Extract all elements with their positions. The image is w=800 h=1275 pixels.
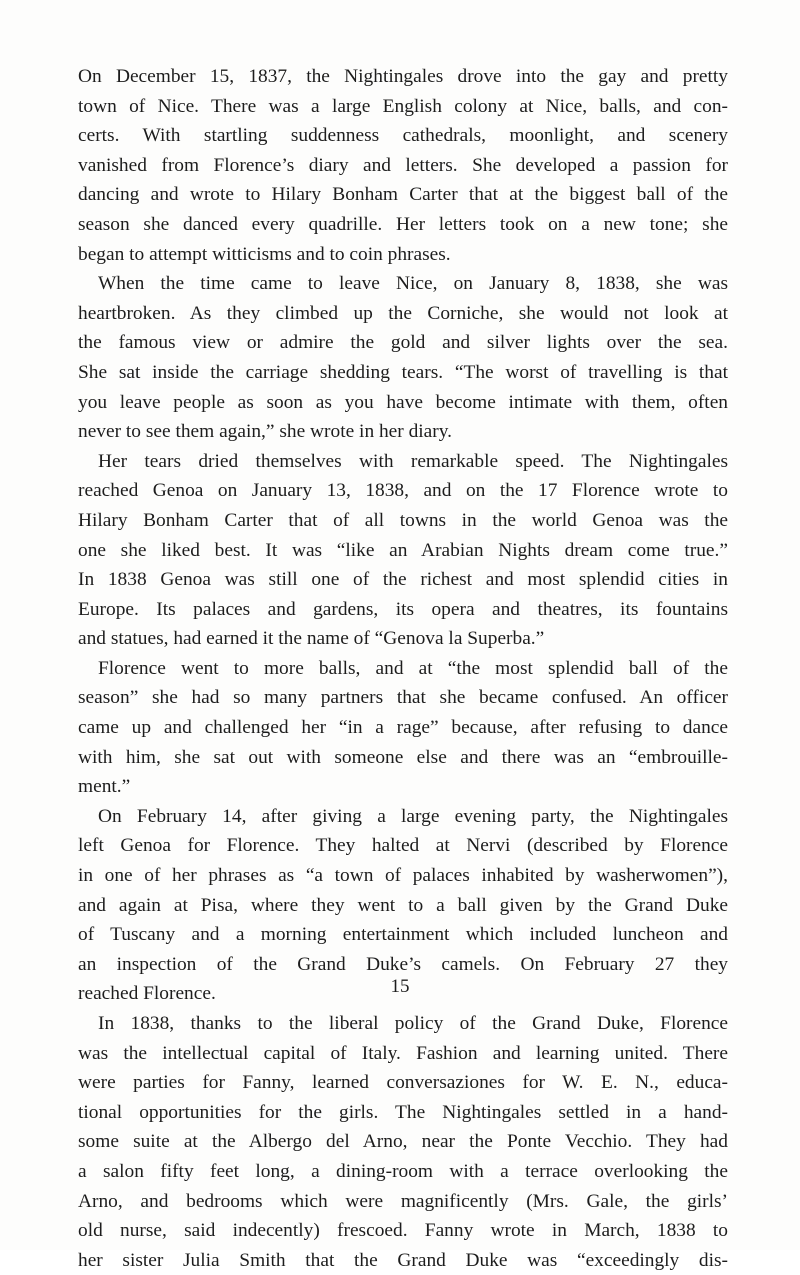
text-line: an inspection of the Grand Duke’s camels. On February 27 they — [78, 953, 728, 975]
text-line: began to attempt witticisms and to coin phrases. — [78, 243, 451, 265]
text-line: When the time came to leave Nice, on January 8, 1838, she was — [98, 273, 728, 295]
text-line: never to see them again,” she wrote in her diary. — [78, 421, 453, 443]
text-line: dancing and wrote to Hilary Bonham Carter that at the biggest ball of the — [78, 184, 728, 206]
text-line: with him, she sat out with someone else and there was an “embrouille- — [78, 746, 728, 768]
text-line: Europe. Its palaces and gardens, its opera and theatres, its fountains — [78, 598, 728, 620]
text-line: Her tears dried themselves with remarkable speed. The Nightingales — [98, 450, 728, 472]
text-line: one she liked best. It was “like an Arabian Nights dream come true.” — [78, 539, 728, 561]
text-line: some suite at the Albergo del Arno, near the Ponte Vecchio. They had — [78, 1131, 728, 1153]
text-line: certs. With startling suddenness cathedrals, moonlight, and scenery — [78, 125, 728, 147]
text-line: On February 14, after giving a large evening party, the Nightingales — [98, 805, 728, 827]
text-line: On December 15, 1837, the Nightingales drove into the gay and pretty — [78, 66, 728, 87]
text-line: and again at Pisa, where they went to a ball given by the Grand Duke — [78, 894, 728, 916]
text-line: of Tuscany and a morning entertainment which included luncheon and — [78, 924, 728, 946]
text-line: In 1838, thanks to the liberal policy of the Grand Duke, Florence — [98, 1013, 728, 1034]
text-line: and statues, had earned it the name of “Genova la Superba.” — [78, 628, 545, 650]
text-line: Florence went to more balls, and at “the most splendid ball of the — [98, 657, 728, 679]
text-line: were parties for Fanny, learned conversaziones for W. E. N., educa- — [78, 1072, 728, 1094]
text-line: reached Genoa on January 13, 1838, and on the 17 Florence wrote to — [78, 480, 728, 502]
text-line: heartbroken. As they climbed up the Corniche, she would not look at — [78, 302, 728, 324]
text-line: left Genoa for Florence. They halted at Nervi (described by Florence — [78, 835, 728, 857]
text-line: in one of her phrases as “a town of palaces inhabited by washerwomen”), — [78, 865, 728, 887]
text-line: you leave people as soon as you have become intimate with them, often — [78, 391, 728, 413]
text-line: ment.” — [78, 776, 131, 798]
text-line: her sister Julia Smith that the Grand Duke was “exceedingly dis- — [78, 1249, 728, 1271]
text-line: Hilary Bonham Carter that of all towns in the world Genoa was the — [78, 509, 728, 531]
text-line: came up and challenged her “in a rage” because, after refusing to dance — [78, 717, 728, 739]
text-line: season” she had so many partners that she became confused. An officer — [78, 687, 728, 709]
text-line: reached Florence. — [78, 983, 216, 1005]
text-line: season she danced every quadrille. Her letters took on a new tone; she — [78, 213, 728, 235]
text-line: tional opportunities for the girls. The Nightingales settled in a hand- — [78, 1101, 728, 1123]
text-line: the famous view or admire the gold and silver lights over the sea. — [78, 332, 728, 354]
text-line: Arno, and bedrooms which were magnificently (Mrs. Gale, the girls’ — [78, 1190, 728, 1212]
text-line: She sat inside the carriage shedding tears. “The worst of travelling is that — [78, 361, 728, 383]
body-text — [78, 62, 728, 1275]
text-line: was the intellectual capital of Italy. Fashion and learning united. There — [78, 1042, 728, 1064]
text-line: old nurse, said indecently) frescoed. Fanny wrote in March, 1838 to — [78, 1220, 728, 1242]
page-number: 15 — [390, 976, 410, 997]
text-line: In 1838 Genoa was still one of the richest and most splendid cities in — [78, 569, 728, 591]
text-line: a salon fifty feet long, a dining-room with a terrace overlooking the — [78, 1160, 728, 1182]
text-line: town of Nice. There was a large English colony at Nice, balls, and con- — [78, 95, 728, 117]
text-line: vanished from Florence’s diary and letters. She developed a passion for — [78, 154, 728, 176]
